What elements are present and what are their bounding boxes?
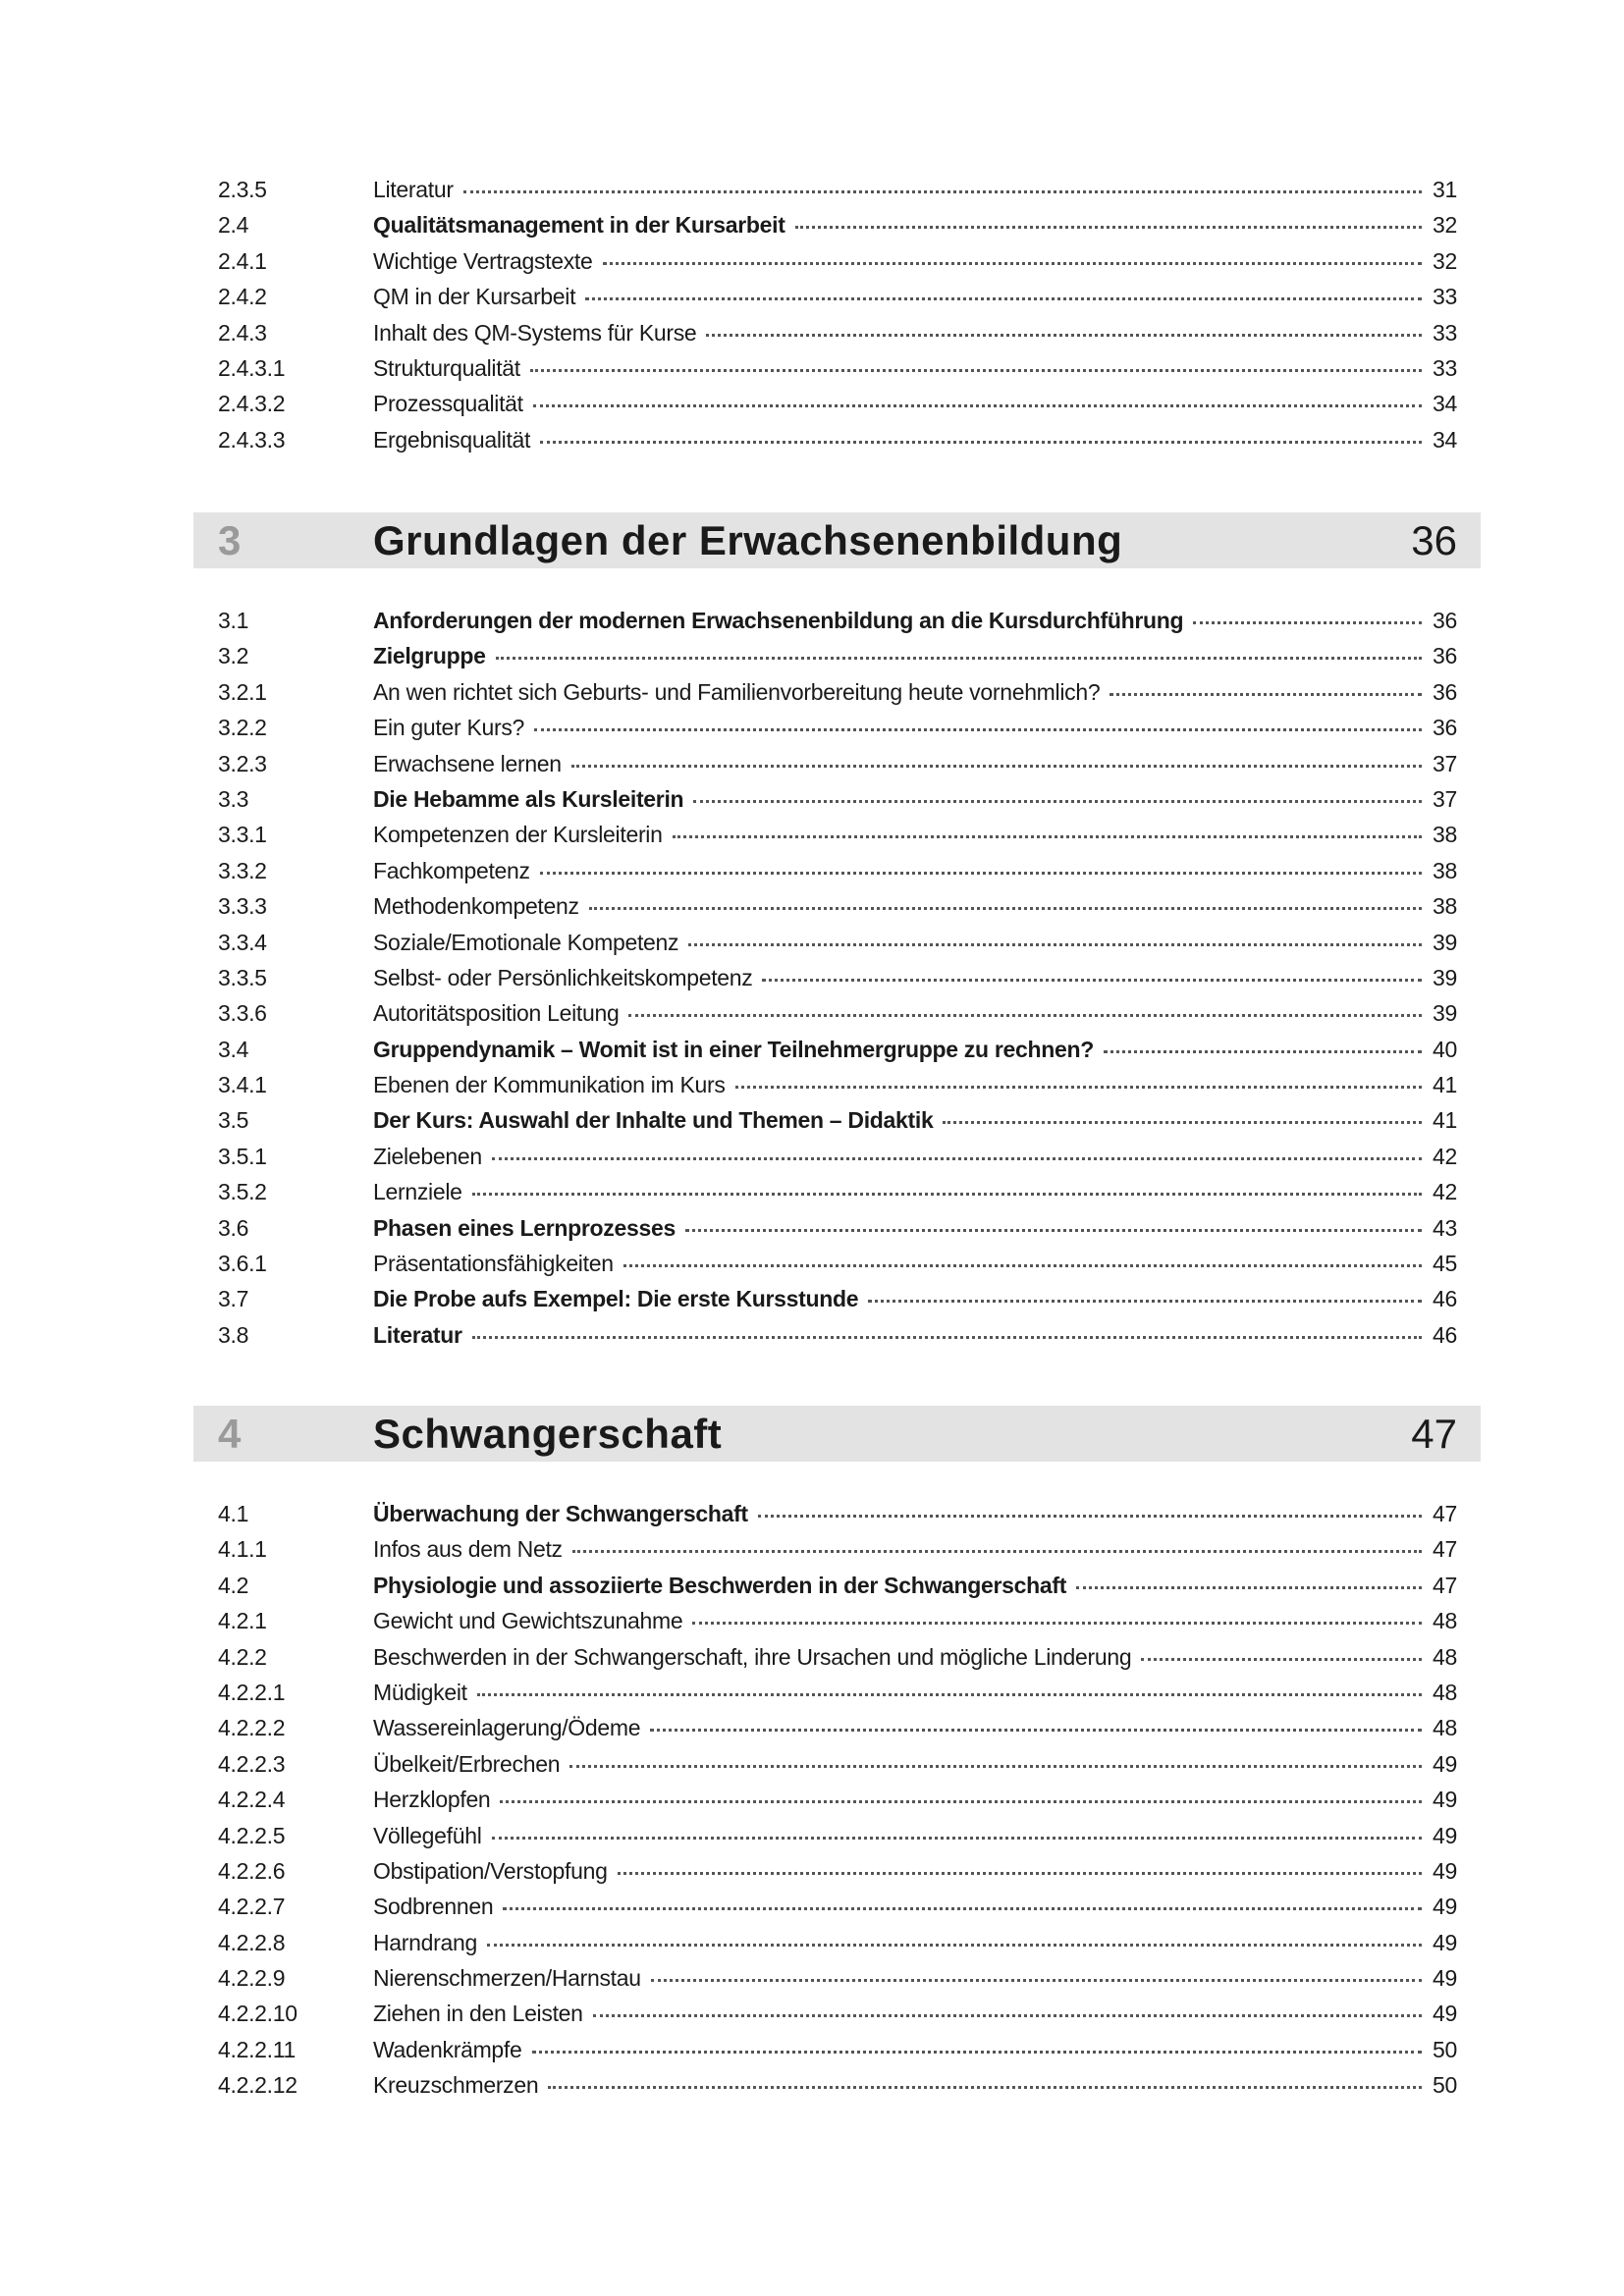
toc-entry bbox=[218, 177, 1457, 212]
entry-number: 3.4.1 bbox=[218, 1072, 267, 1098]
entry-title: Literatur bbox=[373, 177, 454, 202]
toc-entry bbox=[218, 1215, 1457, 1251]
entry-title: Methodenkompetenz bbox=[373, 893, 579, 920]
entry-number: 3.5 bbox=[218, 1107, 249, 1134]
entry-number: 3.3 bbox=[218, 785, 249, 812]
dot-leader bbox=[1076, 1586, 1422, 1589]
entry-number: 3.3.4 bbox=[218, 929, 267, 955]
toc-entry bbox=[218, 679, 1457, 715]
entry-number: 4.2.2.4 bbox=[218, 1787, 286, 1813]
entry-title: Der Kurs: Auswahl der Inhalte und Themen – Didaktik bbox=[373, 1107, 934, 1134]
entry-page: 48 bbox=[1433, 1643, 1457, 1670]
dot-leader bbox=[650, 1729, 1422, 1732]
toc-entry bbox=[218, 858, 1457, 893]
entry-number: 2.3.5 bbox=[218, 177, 267, 202]
entry-title: Wassereinlagerung/Ödeme bbox=[373, 1715, 641, 1741]
entry-number: 4.2.1 bbox=[218, 1608, 267, 1634]
dot-leader bbox=[673, 835, 1422, 838]
toc-entry bbox=[218, 715, 1457, 750]
entry-number: 4.2 bbox=[218, 1572, 249, 1598]
entry-number: 4.2.2.1 bbox=[218, 1679, 286, 1705]
chapter-title: Schwangerschaft bbox=[373, 1410, 723, 1457]
dot-leader bbox=[540, 441, 1422, 444]
entry-title: Zielgruppe bbox=[373, 643, 486, 669]
toc-entry bbox=[218, 965, 1457, 1000]
toc-section-2-continued bbox=[218, 177, 1457, 462]
dot-leader bbox=[534, 728, 1422, 731]
entry-number: 3.3.5 bbox=[218, 964, 267, 990]
entry-title: Prozessqualität bbox=[373, 391, 523, 417]
entry-page: 49 bbox=[1433, 1894, 1457, 1920]
toc-entry bbox=[218, 1144, 1457, 1179]
chapter-page: 36 bbox=[1411, 516, 1457, 563]
dot-leader bbox=[571, 765, 1422, 768]
entry-title: Literatur bbox=[373, 1321, 462, 1348]
dot-leader bbox=[503, 1907, 1422, 1910]
entry-number: 4.1.1 bbox=[218, 1536, 267, 1563]
entry-page: 47 bbox=[1433, 1501, 1457, 1526]
dot-leader bbox=[530, 369, 1422, 372]
entry-number: 4.2.2.3 bbox=[218, 1750, 286, 1777]
entry-page: 38 bbox=[1433, 893, 1457, 920]
entry-page: 49 bbox=[1433, 1787, 1457, 1813]
toc-entry bbox=[218, 1251, 1457, 1286]
entry-title: QM in der Kursarbeit bbox=[373, 284, 576, 310]
dot-leader bbox=[651, 1979, 1422, 1982]
dot-leader bbox=[795, 226, 1422, 229]
entry-number: 4.2.2 bbox=[218, 1643, 267, 1670]
toc-entry bbox=[218, 822, 1457, 857]
toc-entry bbox=[218, 1286, 1457, 1321]
toc-entry bbox=[218, 1965, 1457, 2001]
entry-title: Kompetenzen der Kursleiterin bbox=[373, 822, 663, 848]
entry-page: 39 bbox=[1433, 964, 1457, 990]
entry-title: Beschwerden in der Schwangerschaft, ihre Ursachen und mögliche Linderung bbox=[373, 1643, 1132, 1670]
entry-page: 34 bbox=[1433, 391, 1457, 417]
entry-title: Ebenen der Kommunikation im Kurs bbox=[373, 1072, 726, 1098]
entry-number: 2.4.1 bbox=[218, 247, 267, 274]
dot-leader bbox=[533, 404, 1422, 407]
entry-page: 36 bbox=[1433, 608, 1457, 633]
entry-title: Obstipation/Verstopfung bbox=[373, 1857, 608, 1884]
entry-number: 4.2.2.6 bbox=[218, 1857, 286, 1884]
entry-title: Präsentationsfähigkeiten bbox=[373, 1251, 614, 1277]
entry-title: Qualitätsmanagement in der Kursarbeit bbox=[373, 212, 785, 239]
entry-page: 37 bbox=[1433, 750, 1457, 776]
dot-leader bbox=[532, 2051, 1422, 2054]
toc-entry bbox=[218, 1536, 1457, 1572]
toc-entry bbox=[218, 751, 1457, 786]
dot-leader bbox=[868, 1300, 1422, 1303]
dot-leader bbox=[685, 1229, 1422, 1232]
entry-page: 32 bbox=[1433, 212, 1457, 239]
entry-page: 48 bbox=[1433, 1715, 1457, 1741]
entry-title: Ein guter Kurs? bbox=[373, 715, 525, 741]
entry-page: 37 bbox=[1433, 785, 1457, 812]
dot-leader bbox=[492, 1157, 1422, 1160]
toc-entry bbox=[218, 427, 1457, 462]
entry-page: 36 bbox=[1433, 643, 1457, 669]
entry-page: 34 bbox=[1433, 426, 1457, 453]
entry-number: 2.4.3.1 bbox=[218, 354, 286, 381]
entry-title: Sodbrennen bbox=[373, 1894, 494, 1920]
entry-page: 33 bbox=[1433, 284, 1457, 310]
entry-title: Gewicht und Gewichtszunahme bbox=[373, 1608, 683, 1634]
entry-number: 3.8 bbox=[218, 1321, 249, 1348]
entry-number: 2.4.3 bbox=[218, 319, 267, 346]
toc-entry bbox=[218, 643, 1457, 678]
dot-leader bbox=[500, 1800, 1422, 1803]
entry-page: 49 bbox=[1433, 1857, 1457, 1884]
entry-number: 3.3.6 bbox=[218, 1000, 267, 1027]
entry-number: 4.2.2.2 bbox=[218, 1715, 286, 1741]
entry-title: Inhalt des QM-Systems für Kurse bbox=[373, 319, 697, 346]
entry-number: 3.1 bbox=[218, 608, 249, 633]
toc-entry bbox=[218, 1894, 1457, 1929]
entry-page: 50 bbox=[1433, 2072, 1457, 2099]
dot-leader bbox=[593, 2014, 1422, 2017]
dot-leader bbox=[477, 1693, 1422, 1696]
entry-number: 2.4.3.2 bbox=[218, 391, 286, 417]
entry-number: 2.4 bbox=[218, 212, 249, 239]
toc-entry bbox=[218, 248, 1457, 284]
toc-entry bbox=[218, 1644, 1457, 1680]
entry-number: 3.5.1 bbox=[218, 1143, 267, 1169]
toc-entry bbox=[218, 391, 1457, 426]
entry-number: 4.2.2.5 bbox=[218, 1822, 286, 1848]
entry-number: 2.4.2 bbox=[218, 284, 267, 310]
toc-entry bbox=[218, 1179, 1457, 1214]
dot-leader bbox=[762, 979, 1422, 982]
toc-entry bbox=[218, 1930, 1457, 1965]
entry-number: 4.2.2.10 bbox=[218, 2001, 298, 2027]
chapter-page: 47 bbox=[1411, 1410, 1457, 1457]
entry-title: Infos aus dem Netz bbox=[373, 1536, 563, 1563]
toc-entry bbox=[218, 1000, 1457, 1036]
entry-page: 41 bbox=[1433, 1107, 1457, 1134]
entry-title: Wadenkrämpfe bbox=[373, 2036, 522, 2062]
dot-leader bbox=[603, 262, 1422, 265]
entry-page: 42 bbox=[1433, 1143, 1457, 1169]
entry-number: 3.4 bbox=[218, 1036, 249, 1062]
entry-page: 38 bbox=[1433, 822, 1457, 848]
toc-entry bbox=[218, 2072, 1457, 2108]
entry-page: 45 bbox=[1433, 1251, 1457, 1277]
entry-title: Übelkeit/Erbrechen bbox=[373, 1750, 561, 1777]
entry-page: 36 bbox=[1433, 715, 1457, 741]
entry-title: Erwachsene lernen bbox=[373, 750, 562, 776]
dot-leader bbox=[693, 800, 1422, 803]
entry-page: 48 bbox=[1433, 1608, 1457, 1634]
entry-title: Ziehen in den Leisten bbox=[373, 2001, 583, 2027]
dot-leader bbox=[472, 1336, 1422, 1339]
toc-entry bbox=[218, 1680, 1457, 1715]
entry-number: 3.3.1 bbox=[218, 822, 267, 848]
entry-page: 41 bbox=[1433, 1072, 1457, 1098]
entry-title: Autoritätsposition Leitung bbox=[373, 1000, 620, 1027]
chapter-number: 4 bbox=[218, 1410, 242, 1457]
dot-leader bbox=[758, 1515, 1422, 1518]
toc-entry bbox=[218, 1823, 1457, 1858]
toc-entry bbox=[218, 1072, 1457, 1107]
entry-title: Soziale/Emotionale Kompetenz bbox=[373, 929, 679, 955]
entry-number: 3.2 bbox=[218, 643, 249, 669]
entry-number: 3.3.2 bbox=[218, 857, 267, 883]
dot-leader bbox=[706, 334, 1422, 337]
entry-title: Physiologie und assoziierte Beschwerden in der Schwangerschaft bbox=[373, 1572, 1067, 1598]
entry-title: Wichtige Vertragstexte bbox=[373, 247, 593, 274]
entry-title: Kreuzschmerzen bbox=[373, 2072, 539, 2099]
entry-number: 3.2.1 bbox=[218, 678, 267, 705]
toc-entry bbox=[218, 320, 1457, 355]
entry-page: 33 bbox=[1433, 319, 1457, 346]
dot-leader bbox=[628, 1014, 1422, 1017]
toc-entry bbox=[218, 1037, 1457, 1072]
entry-number: 3.5.2 bbox=[218, 1179, 267, 1205]
entry-number: 4.2.2.8 bbox=[218, 1929, 286, 1955]
entry-number: 3.7 bbox=[218, 1286, 249, 1312]
dot-leader bbox=[1141, 1658, 1422, 1661]
toc-entry bbox=[218, 608, 1457, 643]
chapter-heading-4 bbox=[193, 1406, 1481, 1462]
dot-leader bbox=[496, 657, 1422, 660]
dot-leader bbox=[688, 943, 1422, 946]
dot-leader bbox=[943, 1121, 1422, 1124]
entry-page: 43 bbox=[1433, 1214, 1457, 1241]
entry-title: Fachkompetenz bbox=[373, 857, 530, 883]
toc-entry bbox=[218, 1858, 1457, 1894]
entry-page: 49 bbox=[1433, 1750, 1457, 1777]
entry-number: 4.1 bbox=[218, 1501, 249, 1526]
toc-entry bbox=[218, 284, 1457, 319]
dot-leader bbox=[623, 1264, 1422, 1267]
entry-page: 46 bbox=[1433, 1286, 1457, 1312]
entry-title: Strukturqualität bbox=[373, 354, 520, 381]
entry-title: Anforderungen der modernen Erwachsenenbildung an die Kursdurchführung bbox=[373, 608, 1184, 633]
entry-number: 4.2.2.12 bbox=[218, 2072, 298, 2099]
dot-leader bbox=[463, 190, 1422, 193]
entry-number: 4.2.2.9 bbox=[218, 1965, 286, 1992]
dot-leader bbox=[572, 1550, 1422, 1553]
toc-entry bbox=[218, 786, 1457, 822]
entry-page: 40 bbox=[1433, 1036, 1457, 1062]
entry-title: Völlegefühl bbox=[373, 1822, 482, 1848]
dot-leader bbox=[735, 1086, 1422, 1089]
entry-number: 2.4.3.3 bbox=[218, 426, 286, 453]
dot-leader bbox=[692, 1622, 1422, 1625]
entry-number: 3.2.3 bbox=[218, 750, 267, 776]
toc-entry bbox=[218, 1715, 1457, 1750]
toc-entry bbox=[218, 355, 1457, 391]
entry-page: 36 bbox=[1433, 678, 1457, 705]
entry-title: An wen richtet sich Geburts- und Familienvorbereitung heute vornehmlich? bbox=[373, 678, 1101, 705]
entry-number: 4.2.2.7 bbox=[218, 1894, 286, 1920]
entry-page: 50 bbox=[1433, 2036, 1457, 2062]
entry-page: 48 bbox=[1433, 1679, 1457, 1705]
entry-page: 38 bbox=[1433, 857, 1457, 883]
entry-title: Nierenschmerzen/Harnstau bbox=[373, 1965, 641, 1992]
entry-page: 49 bbox=[1433, 1822, 1457, 1848]
dot-leader bbox=[1193, 621, 1422, 624]
entry-page: 47 bbox=[1433, 1572, 1457, 1598]
entry-page: 39 bbox=[1433, 929, 1457, 955]
chapter-title: Grundlagen der Erwachsenenbildung bbox=[373, 516, 1123, 563]
dot-leader bbox=[1110, 693, 1422, 696]
dot-leader bbox=[492, 1837, 1422, 1840]
toc-entry bbox=[218, 1322, 1457, 1358]
entry-page: 49 bbox=[1433, 2001, 1457, 2027]
dot-leader bbox=[472, 1193, 1422, 1196]
entry-page: 33 bbox=[1433, 354, 1457, 381]
toc-entry bbox=[218, 1751, 1457, 1787]
dot-leader bbox=[569, 1765, 1422, 1768]
dot-leader bbox=[618, 1872, 1422, 1875]
toc-entry bbox=[218, 1573, 1457, 1608]
entry-title: Zielebenen bbox=[373, 1143, 482, 1169]
entry-title: Selbst- oder Persönlichkeitskompetenz bbox=[373, 964, 753, 990]
dot-leader bbox=[585, 297, 1422, 300]
dot-leader bbox=[589, 907, 1422, 910]
entry-title: Die Hebamme als Kursleiterin bbox=[373, 785, 684, 812]
entry-title: Die Probe aufs Exempel: Die erste Kursstunde bbox=[373, 1286, 859, 1312]
entry-number: 4.2.2.11 bbox=[218, 2036, 297, 2062]
entry-page: 49 bbox=[1433, 1929, 1457, 1955]
toc-entry bbox=[218, 1787, 1457, 1822]
dot-leader bbox=[548, 2086, 1422, 2089]
toc-section-3 bbox=[218, 608, 1457, 1358]
toc-section-4 bbox=[218, 1501, 1457, 2109]
dot-leader bbox=[487, 1944, 1422, 1947]
entry-title: Harndrang bbox=[373, 1929, 477, 1955]
toc-entry bbox=[218, 2037, 1457, 2072]
entry-title: Überwachung der Schwangerschaft bbox=[373, 1501, 748, 1526]
entry-number: 3.6.1 bbox=[218, 1251, 267, 1277]
entry-title: Phasen eines Lernprozesses bbox=[373, 1214, 676, 1241]
entry-title: Gruppendynamik – Womit ist in einer Teilnehmergruppe zu rechnen? bbox=[373, 1036, 1094, 1062]
entry-page: 42 bbox=[1433, 1179, 1457, 1205]
entry-number: 3.2.2 bbox=[218, 715, 267, 741]
entry-page: 39 bbox=[1433, 1000, 1457, 1027]
dot-leader bbox=[1104, 1050, 1422, 1053]
entry-title: Ergebnisqualität bbox=[373, 426, 531, 453]
toc-entry bbox=[218, 930, 1457, 965]
entry-number: 3.3.3 bbox=[218, 893, 267, 920]
toc-entry bbox=[218, 212, 1457, 247]
dot-leader bbox=[540, 872, 1422, 875]
toc-entry bbox=[218, 1107, 1457, 1143]
entry-title: Müdigkeit bbox=[373, 1679, 467, 1705]
toc-entry bbox=[218, 1501, 1457, 1536]
entry-page: 47 bbox=[1433, 1536, 1457, 1563]
entry-page: 32 bbox=[1433, 247, 1457, 274]
entry-title: Herzklopfen bbox=[373, 1787, 491, 1813]
entry-number: 3.6 bbox=[218, 1214, 249, 1241]
chapter-number: 3 bbox=[218, 516, 242, 563]
toc-entry bbox=[218, 2001, 1457, 2036]
entry-page: 49 bbox=[1433, 1965, 1457, 1992]
entry-page: 46 bbox=[1433, 1321, 1457, 1348]
toc-entry bbox=[218, 893, 1457, 929]
entry-page: 31 bbox=[1433, 177, 1457, 202]
toc-entry bbox=[218, 1608, 1457, 1643]
entry-title: Lernziele bbox=[373, 1179, 462, 1205]
chapter-heading-3 bbox=[193, 512, 1481, 568]
